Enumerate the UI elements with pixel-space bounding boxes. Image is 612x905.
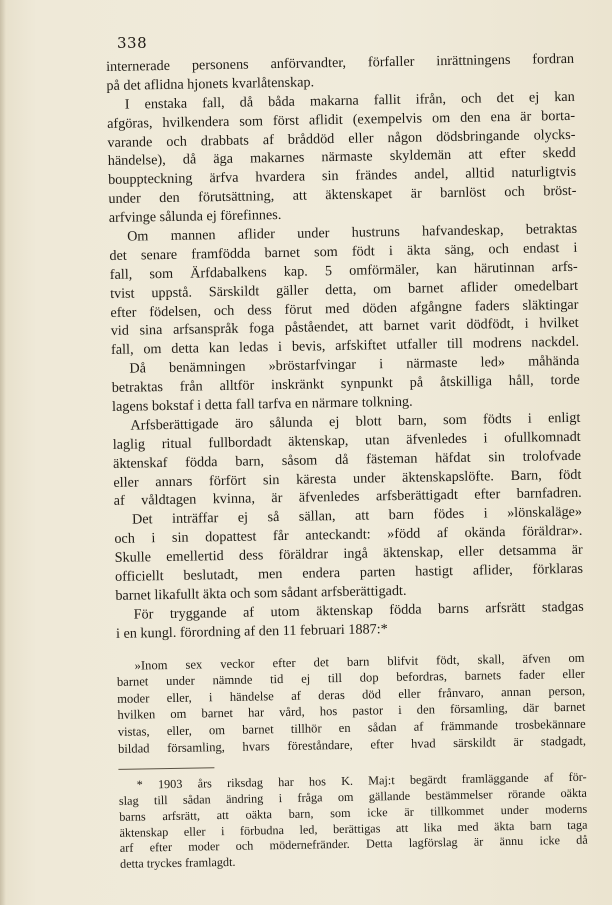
text-line: officiellt beslutadt, men endera parten hastigt aflider, förklaras [114, 560, 584, 585]
page-text [106, 50, 588, 873]
text-line: på det aflidna hjonets kvarlåtenskap. [106, 74, 315, 94]
text-line: Då benämningen »bröstarfvingar i närmaste led» måhända [129, 353, 580, 377]
footnote-line: arf efter moder och mödernefränder. Detta lagförslag är ännu icke då [119, 833, 588, 856]
footnote-divider [118, 767, 214, 770]
quote-line: vistas, eller, om barnet tillhör en sådan af främmande trosbekännare [117, 716, 586, 739]
text-line: eller annars förfört sin käresta under äktenskapslöfte. Barn, födt [113, 466, 582, 491]
page-spine-shadow [0, 0, 6, 905]
quote-line: moder eller, i händelse af deras död eller frånvaro, annan person, [117, 683, 586, 706]
quote-line: bildad församling, hvars föreståndare, efter hvad särskildt är stadgadt, [117, 733, 587, 756]
text-line: Skulle emellertid dess föräldrar ingå äktenskap, eller detsamma är [114, 541, 583, 567]
footnote [119, 770, 589, 873]
text-line: fall, som Ärfdabalkens kap. 5 omförmäler, kan härutinnan arfs- [109, 258, 578, 283]
text-line: internerade personens anförvandter, förfaller inrättningens fordran [106, 50, 575, 75]
text-line: händelse), då äga makarnes närmaste skyldemän att efter skedd [107, 145, 576, 170]
text-line: barnet likafullt äkta och som sådant arfsberättigadt. [115, 582, 407, 604]
footnote-line: slag till sådan ändring i fråga om gällande bestämmelser rörande oäkta [118, 785, 588, 808]
text-line: i en kungl. förordning af den 11 februari 1887:* [115, 620, 388, 642]
text-line: och i sin dopattest får anteckandt: »född af okända föräldrar». [114, 523, 583, 548]
text-line: efter födelsen, och dess förut med döden afgångne faders släktingar [110, 296, 579, 321]
text-line: betraktas från alltför inskränkt synpunkt på åtskilliga håll, torde [111, 371, 580, 397]
footnote-line: barns arfsrätt, att oäkta barn, som icke är tillkommet under moderns [119, 801, 588, 824]
quote-line: »Inom sex veckor efter det barn blifvit födt, skall, äfven om [134, 650, 585, 673]
text-line: tvist uppstå. Särskildt gäller detta, om barnet aflider omedelbart [109, 277, 579, 302]
text-line: fall, om detta kan ledas i bevis, arfskiftet utfaller till modrens nackdel. [110, 334, 580, 359]
text-line: bouppteckning ärfva hvardera sin frändes andel, alltid naturligtvis [107, 164, 577, 189]
footnote-line: detta tryckes framlagdt. [119, 855, 236, 872]
text-line: Det inträffar ej så sällan, att barn födes i »lönskaläge» [131, 504, 583, 528]
text-line: afgöras, hvilkendera som först aflidit (exempelvis om den ena är borta- [107, 107, 576, 132]
text-line: lagens bokstaf i detta fall tarfva en närmare tolkning. [111, 393, 413, 415]
text-line: Arfsberättigade äro sålunda ej blott barn, som födts i enligt [130, 409, 581, 434]
page-number: 338 [117, 34, 148, 52]
footnote-line: * 1903 års riksdag har hos K. Maj:t begärdt framläggande af för- [136, 769, 587, 792]
text-line: af våldtagen kvinna, är äfvenledes arfsberättigadt efter barnfadren. [113, 485, 582, 510]
text-line: varande och drabbats af bråddöd eller någon dödsbringande olycks- [107, 126, 576, 151]
footnote-line: äktenskap eller i förbudna led, berättigas att lika med äkta barn taga [119, 817, 588, 840]
quote-line: barnet under nämnde tid ej till dop befordras, barnets fader eller [116, 666, 585, 690]
text-line: laglig ritual fullbordadt äktenskap, utan äfvenledes i ofullkomnadt [112, 428, 581, 453]
text-line: vid sina arfsanspråk foga påståendet, att barnet varit dödfödt, i hvilket [110, 315, 579, 340]
text-line: Om mannen aflider under hustruns hafvandeskap, betraktas [126, 220, 578, 245]
text-line: under den förutsättning, att äktenskapet är barnlöst och bröst- [108, 183, 577, 208]
text-line: det senare framfödda barnet som födt i äkta säng, och endast i [109, 239, 578, 264]
quoted-ordinance [116, 649, 586, 757]
main-text [106, 50, 584, 644]
text-line: För tryggande af utom äktenskap födda barns arfsrätt stadgas [133, 598, 584, 623]
text-line: I enstaka fall, då båda makarna fallit ifrån, och det ej kan [124, 88, 575, 113]
quote-line: hvilken om barnet har vård, hos pastor i den församling, där barnet [117, 700, 586, 723]
text-line: äktenskaf födda barn, såsom då fästeman häfdat sin trolofvade [112, 447, 582, 472]
text-line: arfvinge sålunda ej förefinnes. [108, 207, 282, 227]
